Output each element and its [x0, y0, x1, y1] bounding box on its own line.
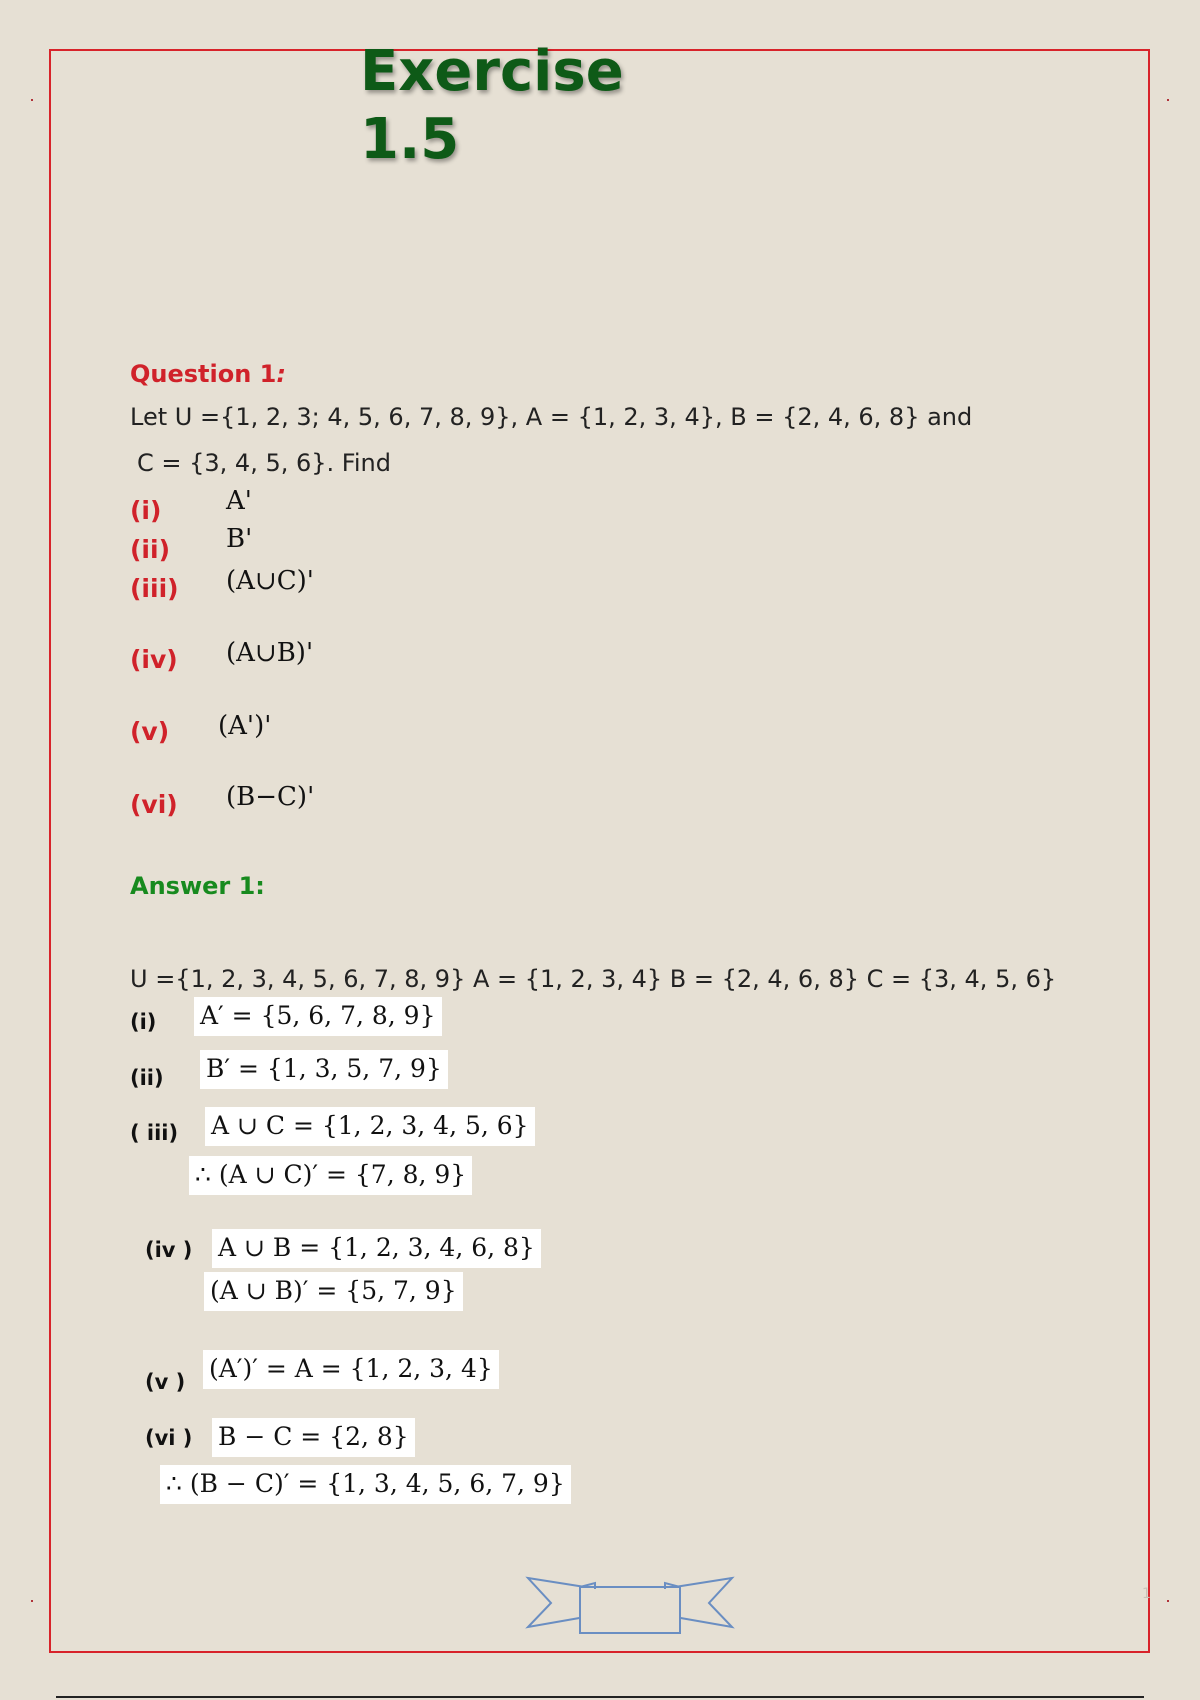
answer-part-label: (i): [130, 1010, 157, 1034]
answer-expression: B − C = {2, 8}: [212, 1418, 415, 1457]
answer-part-label: (vi ): [145, 1426, 193, 1450]
question-item-label: (iv): [130, 645, 178, 674]
question-item-expr: (A∪B)': [226, 638, 314, 668]
answer-expression: ∴ (B − C)′ = {1, 3, 4, 5, 6, 7, 9}: [160, 1465, 571, 1504]
question-item-label: (i): [130, 496, 162, 525]
question-text-line1: Let U ={1, 2, 3; 4, 5, 6, 7, 8, 9}, A = {1, 2, 3, 4}, B = {2, 4, 6, 8} and: [130, 403, 973, 431]
page-number: 1: [1142, 1586, 1151, 1602]
corner-dot: [1167, 99, 1169, 101]
answer-part-label: (ii): [130, 1066, 164, 1090]
question-item-expr: A': [226, 486, 252, 516]
page-title: Exercise: [360, 39, 624, 104]
question-item-label: (v): [130, 717, 170, 746]
question-item-expr: (B−C)': [226, 782, 315, 812]
question-item-label: (iii): [130, 574, 179, 603]
question-heading: Question 1:: [130, 360, 286, 388]
page-title-number: 1.5: [360, 107, 460, 172]
question-item-expr: (A')': [218, 711, 272, 741]
question-item-expr: B': [226, 524, 253, 554]
answer-expression: ∴ (A ∪ C)′ = {7, 8, 9}: [189, 1156, 472, 1195]
corner-dot: [31, 99, 33, 101]
question-text-line2: C = {3, 4, 5, 6}. Find: [137, 449, 391, 477]
answer-given-sets: U ={1, 2, 3, 4, 5, 6, 7, 8, 9} A = {1, 2, 3, 4} B = {2, 4, 6, 8} C = {3, 4, 5, 6}: [130, 965, 1057, 993]
question-item-label: (ii): [130, 535, 170, 564]
answer-part-label: ( iii): [130, 1121, 179, 1145]
page-border: [49, 49, 1150, 1653]
question-item-label: (vi): [130, 790, 178, 819]
bottom-rule: [56, 1696, 1144, 1698]
answer-expression: A ∪ C = {1, 2, 3, 4, 5, 6}: [205, 1107, 535, 1146]
question-item-expr: (A∪C)': [226, 566, 314, 596]
answer-heading: Answer 1:: [130, 872, 265, 900]
answer-part-label: (v ): [145, 1370, 186, 1394]
answer-expression: B′ = {1, 3, 5, 7, 9}: [200, 1050, 448, 1089]
answer-part-label: (iv ): [145, 1238, 193, 1262]
corner-dot: [31, 1600, 33, 1602]
corner-dot: [1167, 1600, 1169, 1602]
answer-expression: (A′)′ = A = {1, 2, 3, 4}: [203, 1350, 499, 1389]
answer-expression: A ∪ B = {1, 2, 3, 4, 6, 8}: [212, 1229, 541, 1268]
scroll-banner-icon: [525, 1575, 735, 1637]
answer-expression: (A ∪ B)′ = {5, 7, 9}: [204, 1272, 463, 1311]
answer-expression: A′ = {5, 6, 7, 8, 9}: [194, 997, 442, 1036]
